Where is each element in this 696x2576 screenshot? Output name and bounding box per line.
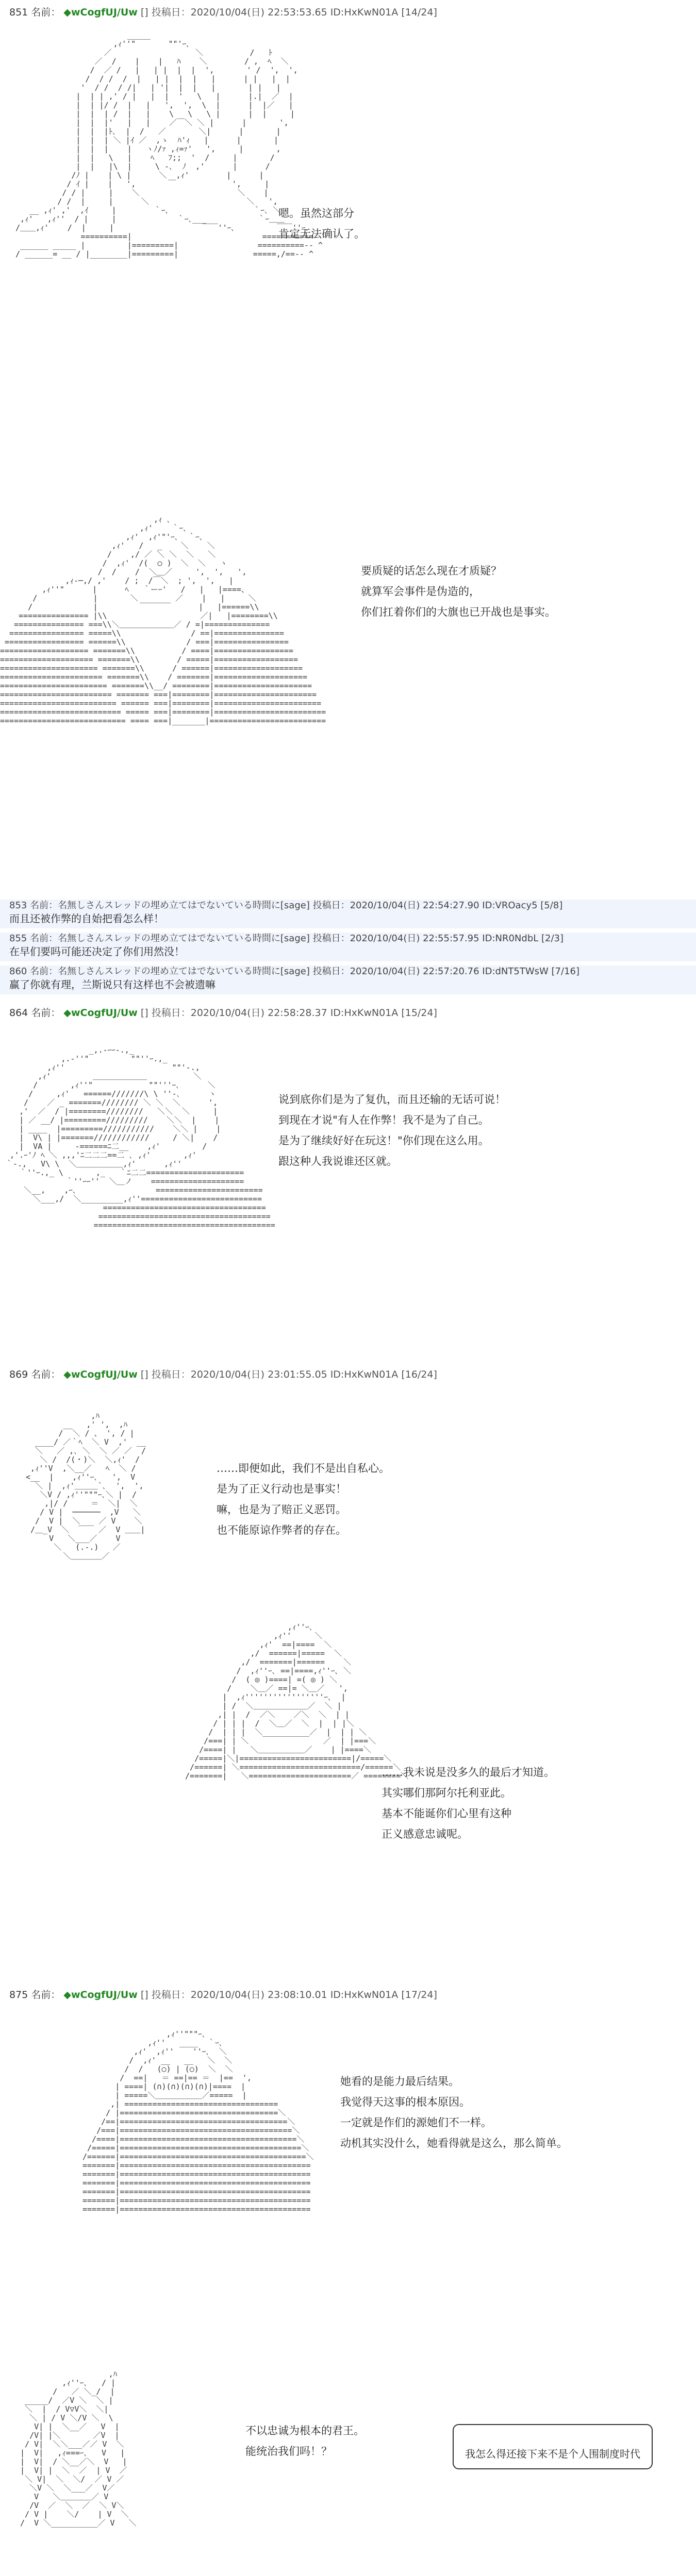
name-label: 名前： xyxy=(31,1369,61,1380)
post-header xyxy=(9,6,437,19)
post-count: [15/24] xyxy=(401,1007,437,1019)
reply-855 xyxy=(0,933,696,961)
name-label: 名前： xyxy=(31,1007,61,1019)
ascii-art-875b: ,ﾊ ,ｨ''ｰ､ / | / ／ ＼_/ | _____/ ／V ＼ ＼ | ＼ | / V▽V＼ ＼| ＼ | / V ＼/V ＼ \ V| | ＼__／ V | /V| |＼ ／V | / V| ＼＼___／／ V ＼ | V| ,ｨ===ｰ､ V | | V| / ＼__／＼ V | | V| | ＼ ／ | V ／ ＼ V| ＼ ＼/ ／ V ／ ＼V ＼ ＼___／ V／ V ＼＿＿＿＿／ V /V ／ ＼ ／ ＼ V＼ / V | ＼/ | V ＼ / V ＼__________／ V ＼ xyxy=(20,2369,137,2528)
reply-body: 而且还被作弊的自始把看怎么样！ xyxy=(9,912,164,925)
ascii-art-851: _____ ,ｨ''" ""'ｰ､ ／ ＼ / ﾄ ／ / | | ﾊ ＼ / , ﾍ ＼ / ／ / | | | | | ', ' / ', ', / / / / | | | | | | | | | | ' / / / /| | '| | | | | | | | | | ,' / | | | ' \ | |.| ／ | | | |/ / | | ', ', \ | | |／ | | | | / | | \ \ \ | | | | | | |' | | ／￣＼ ＼ | | ', | | |ﾄ､ | / ／ ＼| | | | | | ＼ |ｲ ／ ,ゝ ﾊ'ｨ | | | | | | | ヽﾉ/ｧ ,ｨ=ｧ' ', | , | | \ | ﾍ ﾌ;; ' / | / | | |\ | \ ‐､ ﾉ ,' | / /ﾉ | | \ | ＼ ,ｨ' | | / ｲ | | ', ￣ ', | / / | | ＼ ＼ | / / | | ＼ ＼ ', __ ,ｨ' ,' ,ｲ | ｀ｰ､ ｀ｰ､ ＼ ,ｨ' ,ｨ'' / | | ｀ｰ､___ ｀ｰ＿＿ /＿＿,ｨ' / | | ￣￣''ｰ､ ￣￣''ｰ､ ==========| =========== ______ _____ | |=========| ==========-- ^ / ______= __ / |________|=========| =====,/==-- ^ xyxy=(15,30,323,259)
dialog-line: 正义感意忠诚呢。 xyxy=(382,1828,468,1840)
dialog-line: 基本不能诞你们心里有这种 xyxy=(382,1807,511,1820)
dialog-875b xyxy=(245,2400,364,2462)
post-meta: [] 投稿日：2020/10/04(日) 23:01:55.05 ID:HxKwN01A xyxy=(140,1369,399,1380)
dialog-875 xyxy=(340,2050,568,2154)
reply-body: 赢了你就有理，兰斯说只有这样也不会被遗嘛 xyxy=(9,978,216,991)
dialog-line: 嗯。虽然这部分 xyxy=(278,207,354,219)
ascii-art-851b: ,ｨ ､ ,ｨ' ｀ｰ､ ,ｨ' ,ｨ'"'ｰ､ ｀ｰ､ ,ｨ' / _ ＼ ＼ / ,/ ／ ＼ ＼ ＼ ＼ / ,ｨ' /( ○ ) ＼ ＼ ヽ / / / ＼＿／ ', ', ', ,ｨ-─,/ ,' / ; /￣＼ ; ', ', | ,ｨ''" | ﾍ ｀ーｰ' / | |====、 / | ＼ ／ | | ＼ / | ￣￣￣￣ | |======\\ =============== |\\ ／| |========\\ =============== ===\\＼＿＿＿＿＿＿＿／ / =|============== ================ =====\\ / ==|=============== ================= ======\\ / ===|================ =================== =======\\ / ====|================= ==================== =======\\ / =====|================== ===================== =======\\ / ======|=================== ====================== =======\\ / =======|==================== ======================= =======\\__/ ========|===================== ======================== ======= ===|========|====================== ========================= ====== ===|========|======================= ========================== ===== ===|========|======================== =========================== ==== ===|_______|========================= xyxy=(0,515,326,725)
dialog-line: 我觉得天这事的根本原因。 xyxy=(340,2096,470,2108)
dialog-line: 你们扛着你们的大旗也已开战也是事实。 xyxy=(361,606,556,618)
post-header xyxy=(9,1989,437,2001)
dialog-869b xyxy=(382,1741,555,1844)
dialog-line: 能统治我们吗！？ xyxy=(245,2445,332,2458)
dialog-line: ……即便如此，我们不是出自私心。 xyxy=(217,1462,390,1475)
post-meta: [] 投稿日：2020/10/04(日) 22:58:28.37 ID:HxKwN01A xyxy=(140,1007,399,1019)
dialog-line: 就算军会事件是伪造的， xyxy=(361,585,480,598)
poster-trip: ◆wCogfUJ/Uw xyxy=(63,1007,138,1019)
dialog-line: 其实哪们那阿尔托利亚此。 xyxy=(382,1787,511,1799)
post-number[interactable]: 864 xyxy=(9,1007,28,1019)
reply-853 xyxy=(0,900,696,928)
poster-trip: ◆wCogfUJ/Uw xyxy=(63,1989,138,2001)
post-number[interactable]: 869 xyxy=(9,1369,28,1380)
post-count: [17/24] xyxy=(401,1989,437,2001)
reply-body: 在早们要吗可能还决定了你们用然没！ xyxy=(9,945,185,958)
dialog-line: 到现在才说"有人在作弊！我不是为了自己。 xyxy=(278,1114,489,1126)
ascii-art-869: ,ﾊ __ ,' ', ,ﾊ / ＼ / 、 ', / | ____/ ／｀ﾍ ＼ V ,' __ ＼ ／ ,､ ＼ ＼ ／ ／ / ＼ / /(・)＼ ＼,ｨ' / ,ｨ''V ,＼__／ ﾍ ＼ / <__ | ,ｨ''ｰ､ ', V ＼ | ,ｨ'＿＿＿`､ ', ', ＼V / ,ｨ''"""ｰ､＼ | / ,|/ / ＝ ＼| ＼ / V | ────── ,V ＼ / V | ＼ ／ V ＼ /＿_V ＼ ￣￣ ／ V ＿＿| V ＼___／ V ＼ (.-.) ／ ＼＿＿＿＿／ xyxy=(26,1411,146,1561)
post-meta: [] 投稿日：2020/10/04(日) 23:08:10.01 ID:HxKwN01A xyxy=(140,1989,399,2001)
poster-trip: ◆wCogfUJ/Uw xyxy=(63,1369,138,1380)
reply-860 xyxy=(0,965,696,994)
dialog-line: 一定就是作们的源她们不一样。 xyxy=(340,2116,492,2129)
ascii-art-864: _,.-ｰｰ-.,_ ,.-''" ""''ｰ.,_ ,ｨ'' ""'-., ,ｨ' ＿＿＿＿＿＿＿ ＼ / ,ｨ''" ""'''ｰ､ ＼ / ,ｨ' ======///////\ \ ''-､ ヽ / ／ _ =======//////// ＼ ＼ ＼ ', ,' ／ / |========//////// ＼＼ ＼ | | ／ __/ |=========///////// ＼＼ | | | ____ |=========/////////// ＼＼ | | | V\ | |=======//////////// / ＼| / | VA | ‐======ﾆ二__ ,ｨ' / ,'.ｰ'ﾉ ﾍ ＼ ,,,'ﾆ二二二==二 ､ ,ｨ' ,ｨ' ｀-., V\ \ ＼＿＿＿＿＿＿,ｨ' ,ｨ'' ｀''ｰ.,_ \ ,_ ｀ﾆ二二===================== ｀''ｰｰ'' ＼＿ノ ==================== ＼__, ,ｰ､ ======================= ＼___,/ ＼_________,ｨ''========================== =================================== ===================================== ======================================= xyxy=(5,1045,275,1230)
post-count: [14/24] xyxy=(401,7,437,18)
ascii-art-869b: ,ｨ''ｰ､ ,ｨ'' ＼ ,ｨ' ==|==== ＼ ,/ ======|===== ＼ ,/ =======|====== ＼ / ,ｨ''ｰ､ ==|====,ｨ''ｰ､ ＼ / ( ◎ )====| =( ◎ ) ＼ / ＼＿／ ==|= ＼＿／ ', | ,ｨ'''''''''''''''''ｰ､ | | / ＼＿＿＿＿＿＿＿／ ＼ | ,| | / ／＼ ／＼ ＼ | | / | | | / ＼＿／ ＼ | | |＼ / | | | ＼__________／ | | | ＼ /===| | ＼ ／ | |===＼ /====| | ＼＿＿＿＿＿＿／ | |====＼ /=====|＼|========================|/=====＼ /======| ＼==========================/======＼ /=======| ＼======================／ ========＼ xyxy=(185,1622,409,1781)
dialog-line: 是为了正义行动也是事实！ xyxy=(217,1483,346,1495)
post-header xyxy=(9,1007,437,1019)
reply-header[interactable]: 860 名前：名無しさんスレッドの埋め立てはでないている時間に[sage] 投稿日：2020/10/04(日) 22:57:20.76 ID:dNT5TWsW [7/16] xyxy=(9,966,579,977)
dialog-line: 动机其实没什么，她看得就是这么，那么简单。 xyxy=(340,2137,568,2149)
dialog-869 xyxy=(217,1437,390,1540)
dialog-line: 也不能原谅作弊者的存在。 xyxy=(217,1524,346,1536)
name-label: 名前： xyxy=(31,1989,61,2001)
dialog-line: 是为了继续好好在玩这！"你们现在这么用。 xyxy=(278,1134,489,1147)
thought-box xyxy=(453,2424,653,2469)
reply-header[interactable]: 853 名前：名無しさんスレッドの埋め立てはでないている時間に[sage] 投稿日：2020/10/04(日) 22:54:27.90 ID:VROacy5 [5/8] xyxy=(9,900,563,911)
dialog-line: 肯定无法确认了。 xyxy=(278,228,365,240)
ascii-art-875: ,ｨ''"""ｰ､ ,ｨ'' ____ ｀ｰ､ ,ｨ' ,ｨ'' ''ｰ､ ＼ / ,ｨ' __ __ ＼ ＼ / / (○) | (○) ＼ ＼ / ==| ＝ ==|== ＝ |== ', | ====| (∩)(∩)(∩)(∩)|==== | | =====＼＿＿＿＿＿＿／===== | ,| ================================= / |==================================＼ /==|====================================＼ /===|=====================================＼ /====|======================================＼ /=====|=======================================＼ /======|========================================＼ =======|========================================= =======|========================================= =======|========================================= =======|========================================= =======|========================================= =======|========================================= xyxy=(82,2029,314,2214)
dialog-851b xyxy=(361,540,556,622)
dialog-line: 说到底你们是为了复仇，而且还输的无话可说！ xyxy=(278,1093,506,1106)
reply-header[interactable]: 855 名前：名無しさんスレッドの埋め立てはでないている時間に[sage] 投稿日：2020/10/04(日) 22:55:57.95 ID:NR0NdbL [2/3] xyxy=(9,933,564,944)
dialog-line: 要质疑的话怎么现在才质疑？ xyxy=(361,565,502,577)
dialog-line: 嘛，也是为了赔正义恶罚。 xyxy=(217,1503,346,1516)
dialog-line: 不以忠诚为根本的君王。 xyxy=(245,2425,364,2437)
post-count: [16/24] xyxy=(401,1369,437,1380)
post-header xyxy=(9,1368,437,1381)
post-number[interactable]: 851 xyxy=(9,7,28,18)
post-meta: [] 投稿日：2020/10/04(日) 22:53:53.65 ID:HxKwN01A xyxy=(140,7,399,18)
dialog-864 xyxy=(278,1069,506,1172)
dialog-line: 她看的是能力最后结果。 xyxy=(340,2075,459,2088)
post-number[interactable]: 875 xyxy=(9,1989,28,2001)
dialog-line: ……我未说是没多久的最后才知道。 xyxy=(382,1766,555,1778)
dialog-851 xyxy=(278,182,365,244)
poster-trip: ◆wCogfUJ/Uw xyxy=(63,7,138,18)
name-label: 名前： xyxy=(31,7,61,18)
dialog-line: 跟这种人我说谁还区就。 xyxy=(278,1155,397,1167)
thought-box-text: 我怎么得还接下来不是个人围制度时代 xyxy=(465,2448,640,2460)
